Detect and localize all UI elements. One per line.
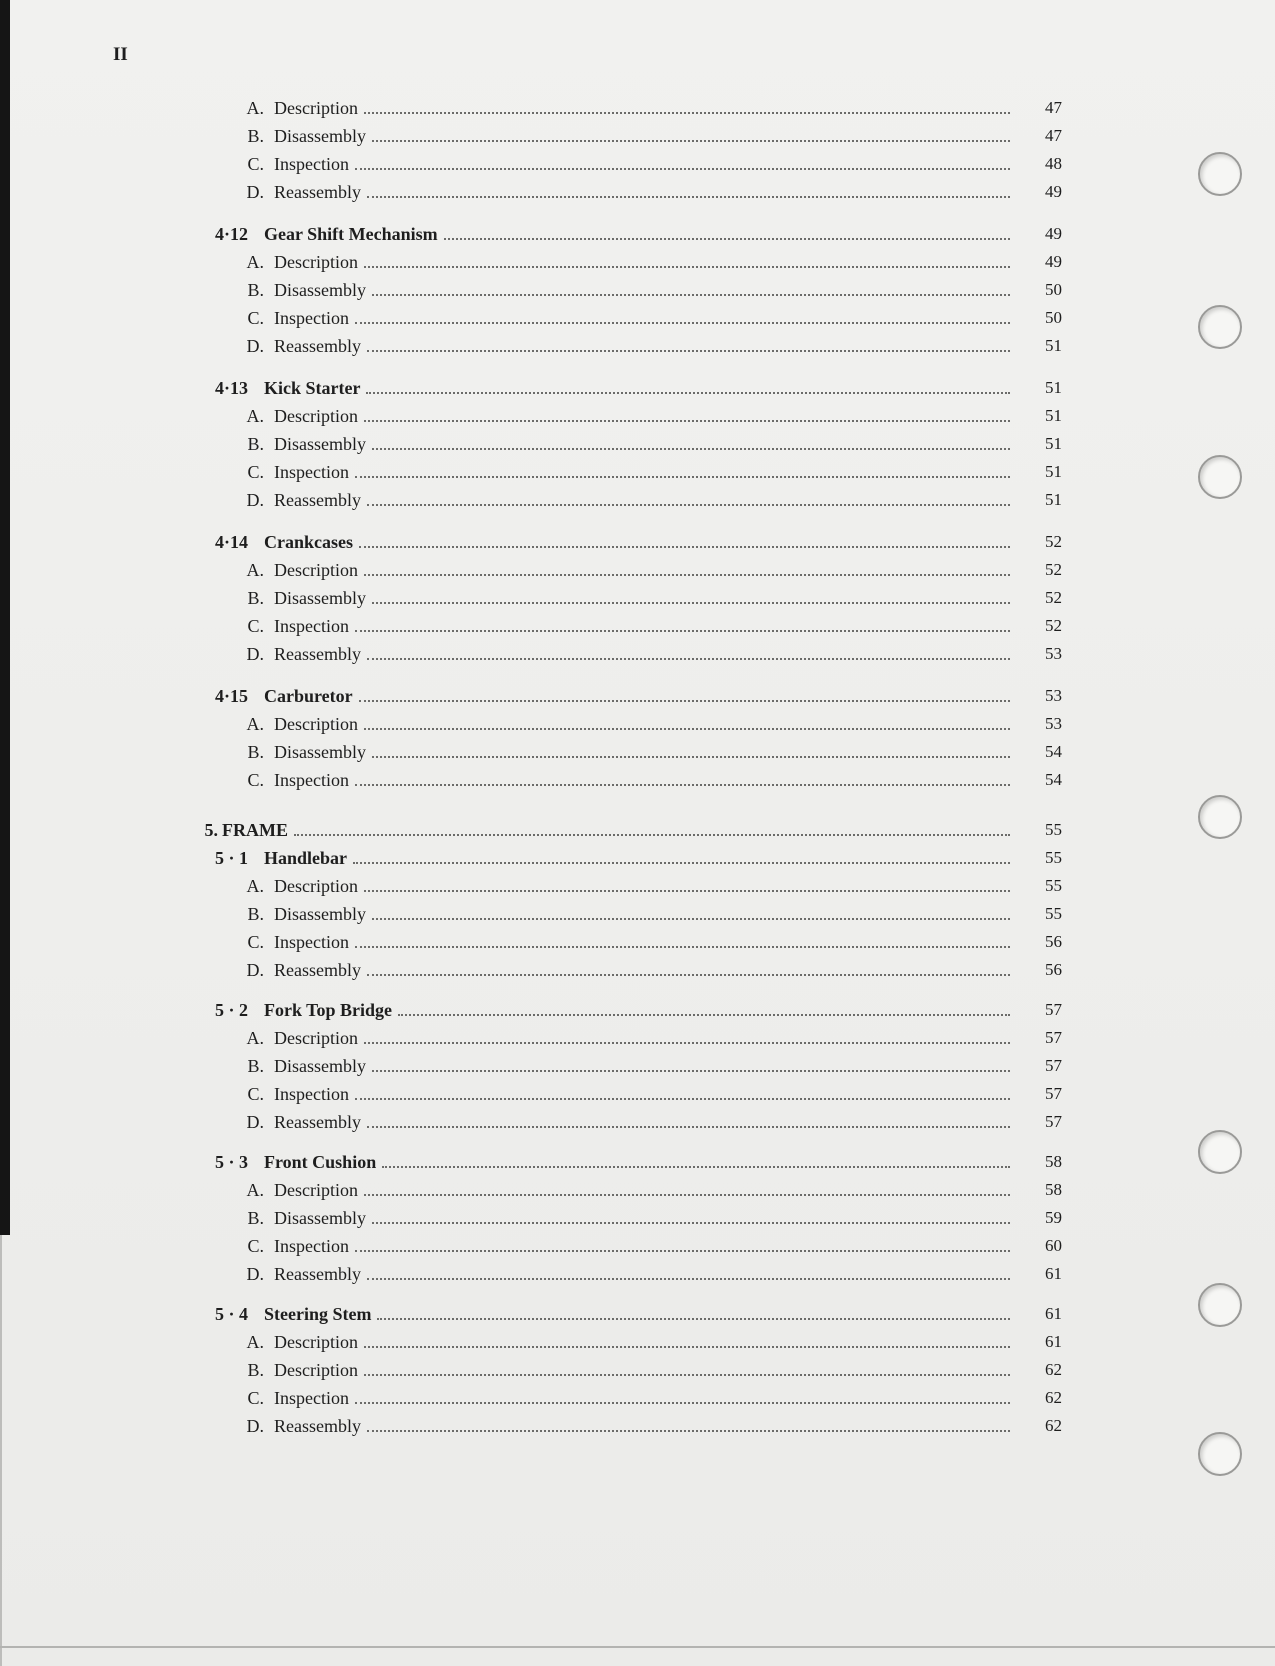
toc-entry-number: 5 · 4 [214,1304,248,1324]
toc-page-number: 59 [1045,1208,1062,1227]
toc-page-number: 52 [1045,588,1062,607]
toc-page-number: 61 [1045,1304,1062,1323]
toc-subentry [240,1236,1062,1260]
toc-page-number: 51 [1045,378,1062,397]
toc-page-number: 49 [1045,252,1062,271]
toc-subentry [240,1028,1062,1052]
dot-leader [364,106,1010,114]
toc-entry-number: 5. [204,820,218,840]
toc-page-number: 61 [1045,1332,1062,1351]
toc-entry-number: A. [246,560,264,580]
toc-entry-number: 4·14 [214,532,248,552]
toc-entry-title: Inspection [274,1388,349,1408]
toc-subentry [240,434,1062,458]
toc-entry-title: Disassembly [274,588,366,608]
dot-leader [364,414,1010,422]
toc-entry-title: Front Cushion [264,1152,377,1172]
toc-entry-number: B. [247,904,264,924]
dot-leader [367,1424,1010,1432]
toc-section [208,532,1062,556]
toc-page-number: 62 [1045,1416,1062,1435]
toc-page-number: 57 [1045,1056,1062,1075]
toc-entry-title: Description [274,1180,358,1200]
toc-chapter [192,820,1062,844]
toc-entry-number: D. [246,644,264,664]
dot-leader [367,190,1010,198]
toc-subentry [240,616,1062,640]
dot-leader [355,778,1010,786]
toc-subentry [240,876,1062,900]
toc-subentry [240,280,1062,304]
toc-entry-number: 5 · 3 [214,1152,248,1172]
toc-entry-title: Carburetor [264,686,353,706]
toc-subentry [240,1056,1062,1080]
toc-entry-number: D. [246,960,264,980]
toc-entry-number: 5 · 2 [214,1000,248,1020]
toc-entry-title: Reassembly [274,1416,361,1436]
toc-subentry [240,560,1062,584]
toc-entry-number: B. [247,1056,264,1076]
toc-subentry [240,1388,1062,1412]
dot-leader [372,1064,1010,1072]
toc-entry-number: A. [246,406,264,426]
dot-leader [372,288,1010,296]
dot-leader [294,828,1010,836]
toc-entry-title: Description [274,406,358,426]
toc-entry-number: A. [246,1028,264,1048]
toc-page-number: 57 [1045,1000,1062,1019]
toc-subentry [240,490,1062,514]
toc-entry-title: Reassembly [274,182,361,202]
toc-page-number: 55 [1045,848,1062,867]
toc-entry-number: C. [247,1236,264,1256]
toc-page-number: 57 [1045,1084,1062,1103]
toc-page-number: 52 [1045,616,1062,635]
toc-entry-number: 4·13 [214,378,248,398]
toc-entry-number: D. [246,1264,264,1284]
toc-entry-number: C. [247,154,264,174]
toc-entry-title: Disassembly [274,1056,366,1076]
toc-entry-number: B. [247,742,264,762]
toc-page-number: 51 [1045,434,1062,453]
toc-entry-title: Disassembly [274,280,366,300]
toc-entry-title: Reassembly [274,644,361,664]
toc-subentry [240,462,1062,486]
toc-entry-title: Handlebar [264,848,348,868]
toc-entry-title: Disassembly [274,126,366,146]
toc-entry-number: A. [246,98,264,118]
toc-subentry [240,1264,1062,1288]
toc-entry-number: A. [246,1180,264,1200]
toc-entry-number: A. [246,714,264,734]
toc-entry-title: Description [274,1332,358,1352]
toc-entry-number: C. [247,1084,264,1104]
toc-page-number: 53 [1045,714,1062,733]
toc-page-number: 47 [1045,126,1062,145]
dot-leader [398,1008,1010,1016]
toc-entry-number: D. [246,336,264,356]
toc-entry-title: Crankcases [264,532,353,552]
toc-page-number: 55 [1045,904,1062,923]
toc-entry-number: C. [247,770,264,790]
dot-leader [372,442,1010,450]
toc-entry-number: C. [247,462,264,482]
dot-leader [364,1036,1010,1044]
dot-leader [355,1244,1010,1252]
toc-entry-title: Reassembly [274,960,361,980]
toc-section [208,1304,1062,1328]
toc-entry-number: D. [246,1112,264,1132]
toc-subentry [240,588,1062,612]
toc-page-number: 54 [1045,770,1062,789]
toc-entry-number: B. [247,434,264,454]
dot-leader [367,1272,1010,1280]
toc-entry-title: Inspection [274,1236,349,1256]
dot-leader [364,884,1010,892]
dot-leader [355,316,1010,324]
dot-leader [367,344,1010,352]
dot-leader [364,1340,1010,1348]
toc-page-number: 52 [1045,560,1062,579]
toc-entry-title: Inspection [274,462,349,482]
dot-leader [355,1396,1010,1404]
toc-entry-title: Disassembly [274,904,366,924]
toc-entry-number: B. [247,280,264,300]
dot-leader [364,1368,1010,1376]
toc-subentry [240,714,1062,738]
toc-subentry [240,1084,1062,1108]
dot-leader [359,540,1010,548]
dot-leader [364,260,1010,268]
toc-page-number: 54 [1045,742,1062,761]
toc-section [208,1152,1062,1176]
toc-section [208,378,1062,402]
dot-leader [367,1120,1010,1128]
dot-leader [367,968,1010,976]
toc-subentry [240,98,1062,122]
toc-section [208,848,1062,872]
toc-page-number: 58 [1045,1180,1062,1199]
toc-entry-title: Description [274,714,358,734]
toc-entry-title: Inspection [274,308,349,328]
toc-entry-number: A. [246,876,264,896]
toc-page-number: 61 [1045,1264,1062,1283]
toc-entry-number: C. [247,308,264,328]
dot-leader [353,856,1010,864]
toc-subentry [240,252,1062,276]
toc-entry-title: Description [274,1360,358,1380]
toc-entry-number: C. [247,616,264,636]
toc-subentry [240,1416,1062,1440]
toc-page-number: 57 [1045,1112,1062,1131]
page-number: II [113,44,128,65]
toc-subentry [240,932,1062,956]
toc-entry-title: Description [274,1028,358,1048]
toc-entry-title: Description [274,560,358,580]
toc-subentry [240,406,1062,430]
toc-page-number: 51 [1045,336,1062,355]
toc-page-number: 49 [1045,224,1062,243]
toc-entry-number: B. [247,1208,264,1228]
toc-page-number: 57 [1045,1028,1062,1047]
dot-leader [372,912,1010,920]
toc-page-number: 51 [1045,462,1062,481]
dot-leader [444,232,1010,240]
toc-entry-title: Reassembly [274,1264,361,1284]
toc-entry-title: Kick Starter [264,378,361,398]
dot-leader [355,940,1010,948]
dot-leader [359,694,1010,702]
dot-leader [355,1092,1010,1100]
toc-page-number: 56 [1045,932,1062,951]
toc-entry-number: D. [246,490,264,510]
toc-page-number: 56 [1045,960,1062,979]
toc-entry-title: Reassembly [274,1112,361,1132]
toc-entry-title: Disassembly [274,1208,366,1228]
toc-entry-number: D. [246,182,264,202]
dot-leader [364,722,1010,730]
dot-leader [355,470,1010,478]
toc-page-number: 62 [1045,1360,1062,1379]
toc-entry-number: B. [247,126,264,146]
toc-page-number: 50 [1045,280,1062,299]
dot-leader [372,134,1010,142]
toc-page-number: 47 [1045,98,1062,117]
toc-entry-title: FRAME [222,820,288,840]
toc-subentry [240,1180,1062,1204]
toc-entry-number: D. [246,1416,264,1436]
toc-page-number: 55 [1045,820,1062,839]
toc-entry-title: Inspection [274,154,349,174]
dot-leader [377,1312,1010,1320]
toc-entry-number: A. [246,252,264,272]
toc-entry-number: C. [247,932,264,952]
toc-subentry [240,1360,1062,1384]
toc-entry-number: C. [247,1388,264,1408]
toc-subentry [240,904,1062,928]
toc-subentry [240,1332,1062,1356]
toc-entry-title: Gear Shift Mechanism [264,224,438,244]
toc-entry-title: Disassembly [274,742,366,762]
toc-entry-title: Description [274,98,358,118]
toc-subentry [240,770,1062,794]
toc-page-number: 48 [1045,154,1062,173]
dot-leader [364,1188,1010,1196]
toc-subentry [240,644,1062,668]
dot-leader [364,568,1010,576]
toc-section [208,224,1062,248]
toc-entry-title: Description [274,252,358,272]
toc-entry-number: 4·12 [214,224,248,244]
toc-page-number: 50 [1045,308,1062,327]
toc-page-number: 58 [1045,1152,1062,1171]
toc-subentry [240,742,1062,766]
toc-subentry [240,960,1062,984]
toc-subentry [240,1208,1062,1232]
toc-page-number: 51 [1045,490,1062,509]
toc-entry-number: B. [247,588,264,608]
dot-leader [366,386,1010,394]
toc-page-number: 49 [1045,182,1062,201]
toc-page-number: 52 [1045,532,1062,551]
dot-leader [372,596,1010,604]
dot-leader [355,624,1010,632]
dot-leader [355,162,1010,170]
toc-subentry [240,308,1062,332]
toc-entry-title: Inspection [274,616,349,636]
toc-subentry [240,126,1062,150]
toc-entry-title: Steering Stem [264,1304,372,1324]
toc-entry-title: Description [274,876,358,896]
toc-entry-number: B. [247,1360,264,1380]
dot-leader [372,1216,1010,1224]
toc-subentry [240,1112,1062,1136]
toc-page-number: 53 [1045,644,1062,663]
toc-entry-number: 5 · 1 [214,848,248,868]
toc-subentry [240,154,1062,178]
toc-entry-title: Reassembly [274,336,361,356]
toc-entry-number: 4·15 [214,686,248,706]
toc-page-number: 53 [1045,686,1062,705]
toc-page-number: 55 [1045,876,1062,895]
toc-entry-title: Disassembly [274,434,366,454]
toc-entry-title: Fork Top Bridge [264,1000,393,1020]
toc-page-number: 62 [1045,1388,1062,1407]
toc-section [208,1000,1062,1024]
dot-leader [367,498,1010,506]
toc-entry-title: Inspection [274,1084,349,1104]
toc-subentry [240,336,1062,360]
dot-leader [372,750,1010,758]
dot-leader [367,652,1010,660]
toc-section [208,686,1062,710]
toc-entry-number: A. [246,1332,264,1352]
toc-entry-title: Inspection [274,770,349,790]
toc-subentry [240,182,1062,206]
toc-page-number: 60 [1045,1236,1062,1255]
dot-leader [382,1160,1010,1168]
toc-entry-title: Reassembly [274,490,361,510]
toc-page-number: 51 [1045,406,1062,425]
toc-entry-title: Inspection [274,932,349,952]
